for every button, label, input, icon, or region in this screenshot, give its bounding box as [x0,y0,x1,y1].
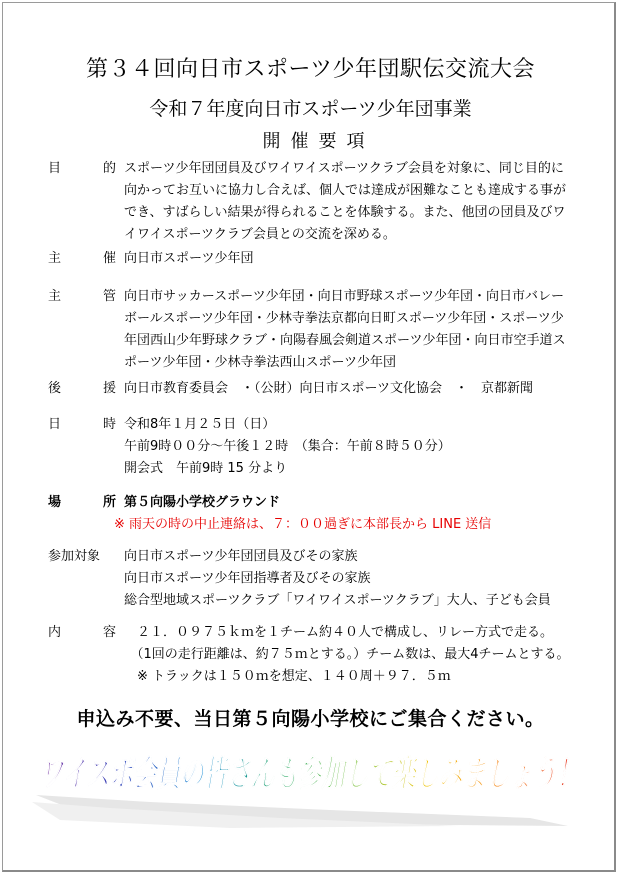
support-label: 後 援 [48,381,116,396]
content-label: 内 容 [48,625,116,640]
datetime-section [48,414,596,480]
management-label: 主 管 [48,289,116,304]
datetime-text: 令和8年１月２５日（日） 午前9時００分～午後１２時 （集合：午前８時５０分） 開会式 午前9時 15 分より [124,417,451,476]
management-text: 向日市サッカースポーツ少年団・向日市野球スポーツ少年団・向日市バレー ボールスポーツ少年団・少林寺拳法京都向日町スポーツ少年団・スポーツ少 年団西山少年野球クラブ・向陽春風会剣道スポーツ少年団・向日市空手道ス ポーツ少年団・少林寺拳法西山スポーツ少年団 [124,289,566,370]
place-label: 場 所 [48,495,116,510]
place-text: 第５向陽小学校グラウンド [124,495,281,510]
document-title: 第３４回向日市スポーツ少年団駅伝交流大会 [85,57,536,82]
organizer-text: 向日市スポーツ少年団 [124,251,254,266]
content-section [48,622,596,688]
place-section [48,492,596,536]
participants-text: 向日市スポーツ少年団団員及びその家族 向日市スポーツ少年団指導者及びその家族 総合型地域スポーツクラブ「ワイワイスポーツクラブ」大人、子ども会員 [124,549,551,608]
organizer-label: 主 催 [48,251,116,266]
purpose-section [48,158,596,248]
rain-notice: ※ 雨天の時の中止連絡は、７：００過ぎに本部長から LINE 送信 [114,517,492,532]
purpose-text: スポーツ少年団団員及びワイワイスポーツクラブ会員を対象に、同じ目的に 向かってお互いに協力し合えば、個人では達成が困難なことも達成する事が でき、すばらしい結果が得られることを体験する。また、他団の団員及びワ イワイスポーツクラブ会員との交流を深める。 [124,161,567,242]
support-text: 向日市教育委員会 ・（公財）向日市スポーツ文化協会 ・ 京都新聞 [124,381,533,396]
datetime-label: 日 時 [48,417,116,432]
participants-label: 参加対象 [48,549,101,564]
banner-shadow [32,795,568,828]
purpose-label: 目 的 [48,161,116,176]
banner-text: ワイスポ会員の皆さんも参加して楽しみましょう！ [40,754,580,795]
organizer-section [48,248,596,270]
document-subtitle: 令和７年度向日市スポーツ少年団事業 [149,98,472,120]
no-registration-notice: 申込み不要、当日第５向陽小学校にご集合ください。 [76,708,545,730]
rainbow-banner [30,740,590,830]
participants-section [48,546,596,612]
document-heading: 開催要項 [262,131,375,152]
content-text: ２１．０９７５ｋｍを１チーム約４０人で構成し、リレー方式で走る。 （1回の走行距離は、約７５ｍとする。）チーム数は、最大4チームとする。 ※ トラックは１５０ｍを想定、１４０周＋９７．５ｍ [124,625,570,684]
management-section [48,286,596,376]
support-section [48,378,596,400]
